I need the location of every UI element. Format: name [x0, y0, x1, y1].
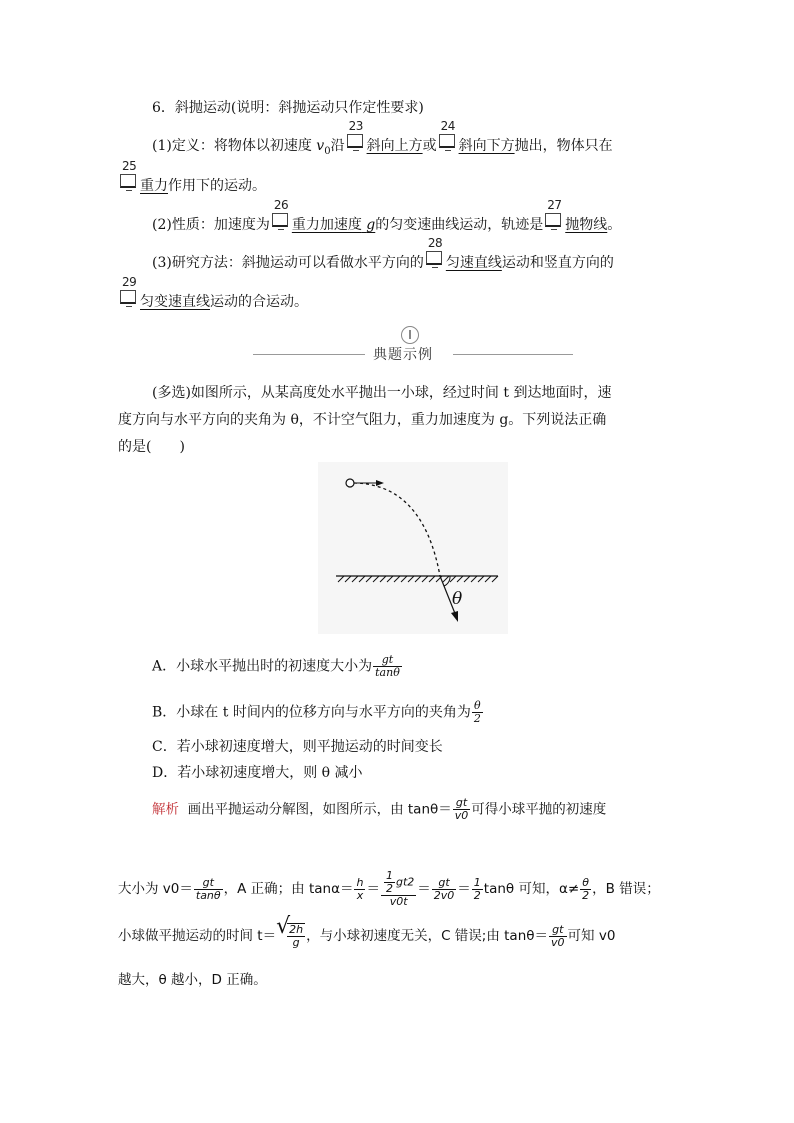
question-line3: 的是( ) [118, 439, 185, 455]
definition-text: 作用下的运动。 [168, 178, 266, 194]
fraction-numerator: 1 [385, 869, 393, 882]
analysis-fraction [472, 877, 483, 902]
fraction-denominator: v0t [389, 895, 408, 908]
fraction-denominator: 2v0 [433, 888, 455, 902]
fraction-numerator: √ 2h [289, 923, 304, 936]
figure-background [318, 462, 508, 634]
analysis-fraction [354, 877, 365, 902]
g-symbol: g [366, 217, 376, 233]
equals-sign: ＝ [366, 881, 380, 897]
analysis-fraction [432, 877, 457, 902]
option-a-fraction [373, 654, 402, 679]
option-a-text: A．小球水平抛出时的初速度大小为 [152, 658, 373, 675]
analysis-fraction [580, 877, 591, 902]
divider-left [253, 354, 365, 355]
fraction-numerator: gt [432, 877, 457, 890]
blank-number: 25 [122, 159, 137, 173]
definition-line1 [152, 119, 613, 162]
answer-28: 匀速直线 [445, 255, 502, 271]
analysis-text: 小球做平抛运动的时间 t＝ [118, 928, 277, 944]
fraction-numerator: gt [549, 924, 567, 937]
definition-line2 [118, 159, 266, 196]
sqrt-expression [276, 923, 306, 949]
fraction-numerator [381, 870, 416, 896]
property-line [152, 198, 622, 235]
half-fraction [384, 870, 395, 895]
sqrt-fraction [287, 923, 305, 949]
section-title: 典题示例 [373, 347, 433, 363]
fraction-numerator: gt [194, 877, 223, 890]
fraction-numerator: gt [373, 654, 402, 667]
analysis-fraction [453, 797, 471, 822]
fraction-denominator: 2 [385, 882, 393, 895]
fraction-denominator: x [356, 888, 364, 902]
blank-number: 29 [122, 275, 137, 289]
option-c[interactable]: C．若小球初速度增大，则平抛运动的时间变长 [152, 739, 443, 755]
bulb-icon [401, 326, 419, 344]
fraction-denominator: tanθ [375, 666, 400, 679]
definition-text: 或 [422, 138, 437, 154]
blank-27[interactable] [543, 198, 565, 229]
blank-number: 28 [427, 236, 443, 250]
fraction-numerator: 1 [473, 875, 481, 889]
analysis-text: tanθ 可知，α≠ [483, 881, 580, 897]
blank-23[interactable] [345, 119, 367, 150]
analysis-fraction [549, 924, 567, 949]
answer-26 [292, 217, 375, 233]
analysis-text: ，A 正确；由 tanα＝ [223, 881, 354, 897]
blank-number: 23 [348, 119, 363, 133]
fraction-denominator: 2 [473, 888, 481, 902]
option-b[interactable] [152, 700, 484, 725]
answer-25: 重力 [140, 178, 168, 194]
analysis-fraction [194, 877, 223, 902]
blank-number: 27 [547, 198, 562, 212]
divider-right [453, 354, 573, 355]
answer-27: 抛物线 [565, 217, 608, 233]
fraction-numerator: θ [472, 700, 483, 713]
blank-25[interactable] [118, 159, 140, 190]
projectile-figure [318, 462, 508, 634]
fraction-denominator: tanθ [195, 888, 221, 902]
analysis-text: 大小为 v0＝ [118, 881, 193, 897]
analysis-line1 [152, 797, 606, 822]
definition-text: 抛出，物体只在 [514, 138, 613, 154]
fraction-denominator: 2 [473, 712, 481, 725]
blank-26[interactable] [270, 198, 292, 229]
method-line1 [152, 236, 614, 273]
blank-24[interactable] [437, 119, 459, 150]
blank-28[interactable] [424, 236, 446, 267]
v0-symbol: v [316, 138, 325, 154]
ball [346, 479, 354, 487]
method-line2 [118, 275, 308, 312]
analysis-label: 解析 [152, 801, 179, 818]
definition-text: (1)定义：将物体以初速度 [152, 138, 317, 154]
theta-label: θ [452, 589, 463, 609]
property-text: 的匀变速曲线运动，轨迹是 [375, 217, 544, 233]
method-text: 运动和竖直方向的 [501, 255, 614, 271]
analysis-compound-fraction [381, 870, 416, 908]
analysis-text: 画出平抛运动分解图，如图所示，由 tanθ＝ [187, 801, 452, 818]
question-line2: 度方向与水平方向的夹角为 θ，不计空气阻力，重力加速度为 g。下列说法正确 [118, 412, 607, 428]
fraction-numerator: θ [580, 877, 591, 890]
blank-number: 24 [440, 119, 455, 133]
answer-24: 斜向下方 [458, 138, 515, 154]
answer-29: 匀变速直线 [140, 294, 210, 310]
equals-sign: ＝ [417, 881, 431, 897]
fraction-numerator: h [356, 875, 364, 889]
blank-number: 26 [273, 198, 289, 212]
analysis-text: 可知 v0 [567, 928, 616, 944]
blank-29[interactable] [118, 275, 140, 306]
definition-text: 沿 [330, 138, 345, 154]
fraction-denominator: 2 [582, 888, 590, 902]
analysis-line4: 越大，θ 越小，D 正确。 [118, 972, 267, 988]
property-text: 。 [607, 217, 622, 233]
answer-26-text: 重力加速度 [291, 217, 362, 233]
analysis-line2 [118, 870, 660, 908]
option-b-text: B．小球在 t 时间内的位移方向与水平方向的夹角为 [152, 704, 471, 721]
equals-sign: ＝ [457, 881, 471, 897]
fraction-denominator: v0 [454, 809, 469, 822]
analysis-text: 可得小球平抛的初速度 [471, 801, 607, 818]
section6-heading: 6．斜抛运动(说明：斜抛运动只作定性要求) [152, 100, 424, 116]
option-a[interactable] [152, 654, 403, 679]
analysis-text: ，与小球初速度无关，C 错误;由 tanθ＝ [306, 928, 549, 944]
v0-subscript: 0 [324, 145, 331, 157]
answer-23: 斜向上方 [366, 138, 423, 154]
property-text: (2)性质：加速度为 [152, 217, 270, 233]
fraction-denominator: g [292, 936, 300, 949]
fraction-denominator: v0 [551, 935, 565, 949]
question-line1: (多选)如图所示，从某高度处水平抛出一小球，经过时间 t 到达地面时，速 [152, 385, 612, 401]
method-text: (3)研究方法：斜抛运动可以看做水平方向的 [152, 255, 424, 271]
analysis-text: ，B 错误； [592, 881, 660, 897]
gt2-text: gt2 [395, 875, 415, 889]
analysis-line3 [118, 923, 615, 949]
method-text: 运动的合运动。 [210, 294, 308, 310]
fraction-numerator: gt [453, 797, 471, 810]
option-b-fraction [472, 700, 483, 725]
option-d[interactable]: D．若小球初速度增大，则 θ 减小 [152, 765, 363, 781]
